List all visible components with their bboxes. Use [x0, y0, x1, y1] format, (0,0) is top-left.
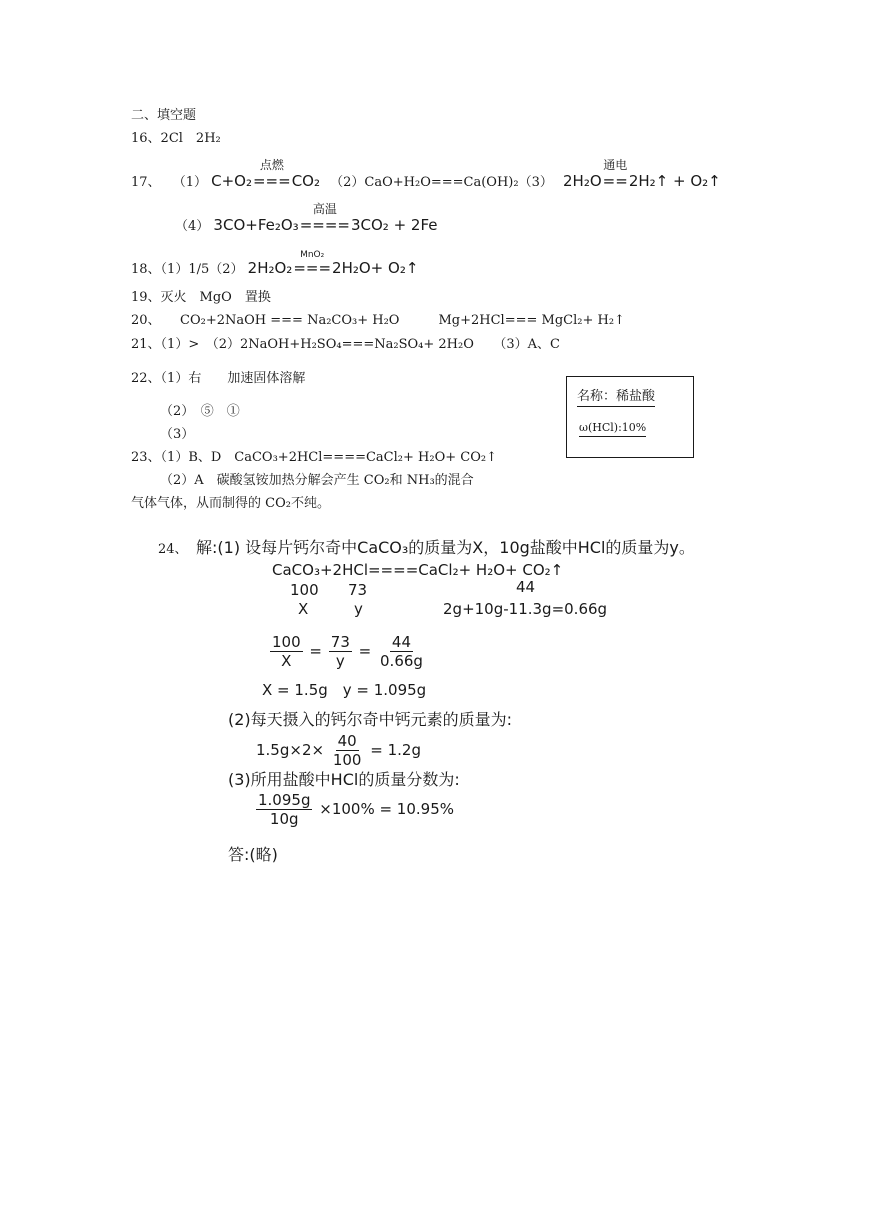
q17-eq1-rhs: CO₂	[291, 172, 320, 190]
q24-part3-den: 10g	[269, 810, 299, 828]
q17-eq4-equals: ====	[299, 216, 350, 234]
q17-eq4-lhs: 3CO+Fe₂O₃	[213, 216, 299, 234]
q17-eq4-condition: 高温	[312, 202, 337, 216]
q17-eq1-sign	[252, 158, 291, 190]
reagent-label-name: 名称：稀盐酸	[577, 385, 655, 407]
reagent-label-concentration: ω(HCl):10%	[579, 421, 646, 437]
q17-part1-label: （1）	[172, 175, 207, 190]
q24-frac-y-num: 73	[330, 633, 350, 651]
q24-result: X = 1.5g y = 1.095g	[262, 681, 427, 699]
q17-eq4-sign	[299, 202, 350, 234]
section-title: 二、填空题	[131, 108, 197, 123]
answer-17-line2	[175, 202, 438, 235]
q18-eq-catalyst: MnO₂	[300, 250, 325, 260]
q18-eq-equals: ===	[293, 259, 332, 277]
q24-equation: CaCO₃+2HCl====CaCl₂+ H₂O+ CO₂↑	[272, 561, 564, 579]
q24-part3-frac	[256, 791, 312, 828]
answer-23-line1: 23、（1）B、D CaCO₃+2HCl====CaCl₂+ H₂O+ CO₂↑	[131, 450, 497, 465]
q24-part2-pre: 1.5g×2×	[256, 741, 325, 759]
answer-22-line3: （3）	[160, 427, 195, 442]
q17-eq3-equals: ==	[602, 172, 628, 190]
reagent-label-box	[566, 376, 694, 458]
answer-23-line3: 气体气体，从而制得的 CO₂不纯。	[131, 496, 330, 511]
q24-molar-mass-co2: 44	[516, 578, 536, 596]
answer-19: 19、灭火 MgO 置换	[131, 290, 271, 305]
q24-molar-mass-hcl: 73	[348, 581, 368, 599]
q18-eq-sign	[293, 250, 332, 277]
q17-part4-label: （4）	[175, 219, 210, 234]
q24-frac-y	[329, 633, 352, 670]
q18-prefix: 18、（1）1/5（2）	[131, 262, 244, 277]
q24-equals-2: =	[358, 642, 372, 660]
q24-frac-x	[270, 633, 303, 670]
q24-part2-title: (2)每天摄入的钙尔奇中钙元素的质量为:	[228, 710, 513, 729]
q24-intro: 解:(1) 设每片钙尔奇中CaCO₃的质量为X，10g盐酸中HCl的质量为y。	[196, 538, 695, 557]
q24-frac-co2	[378, 633, 425, 670]
q24-var-x: X	[298, 600, 309, 618]
q17-eq3-rhs: 2H₂↑ + O₂↑	[628, 172, 721, 190]
q24-proportion	[268, 633, 427, 670]
answer-22-line2: （2） ⑤ ①	[160, 404, 240, 419]
q24-part3-num: 1.095g	[258, 791, 311, 809]
q24-molar-mass-caco3: 100	[290, 581, 319, 599]
answer-17-line1	[131, 158, 721, 191]
answer-16: 16、2Cl 2H₂	[131, 131, 221, 146]
q17-eq3-condition: 通电	[603, 158, 628, 172]
q24-part2-frac	[331, 732, 364, 769]
q24-part2-den: 100	[332, 751, 362, 769]
answer-22-line1: 22、（1）右 加速固体溶解	[131, 371, 306, 386]
q24-var-y: y	[354, 600, 363, 618]
q24-answer: 答:(略)	[228, 845, 278, 864]
q17-num: 17、	[131, 175, 161, 190]
answer-20: 20、 CO₂+2NaOH === Na₂CO₃+ H₂O Mg+2HCl=== MgCl₂+ H₂↑	[131, 313, 625, 328]
q17-eq4-rhs: 3CO₂ + 2Fe	[350, 216, 438, 234]
q18-eq-rhs: 2H₂O+ O₂↑	[332, 259, 419, 277]
answer-18	[131, 250, 419, 278]
q17-eq3-lhs: 2H₂O	[563, 172, 602, 190]
q24-part2-num: 40	[337, 732, 357, 750]
q24-frac-x-num: 100	[272, 633, 301, 651]
q24-part3-post: ×100% = 10.95%	[319, 800, 455, 818]
q17-eq1-lhs: C+O₂	[211, 172, 252, 190]
q18-eq-lhs: 2H₂O₂	[247, 259, 293, 277]
q24-part3-title: (3)所用盐酸中HCl的质量分数为:	[228, 770, 460, 789]
q24-num: 24、	[158, 542, 188, 557]
q24-part3-calc	[254, 791, 454, 828]
q17-eq3-sign	[602, 158, 628, 190]
q24-co2-mass: 2g+10g-11.3g=0.66g	[443, 600, 608, 618]
q24-part2-post: = 1.2g	[370, 741, 421, 759]
q17-eq1-condition: 点燃	[259, 158, 284, 172]
q17-eq1-equals: ===	[252, 172, 291, 190]
q24-equals-1: =	[309, 642, 322, 660]
q24-frac-co2-den: 0.66g	[380, 652, 423, 670]
q24-frac-y-den: y	[335, 652, 345, 670]
answer-21: 21、（1）> （2）2NaOH+H₂SO₄===Na₂SO₄+ 2H₂O （3）A、C	[131, 337, 560, 352]
q24-frac-x-den: X	[281, 652, 292, 670]
q24-part2-calc	[256, 732, 421, 769]
q17-part2: （2）CaO+H₂O===Ca(OH)₂（3）	[330, 175, 553, 190]
q24-frac-co2-num: 44	[391, 633, 412, 651]
answer-23-line2: （2）A 碳酸氢铵加热分解会产生 CO₂和 NH₃的混合	[160, 473, 474, 488]
